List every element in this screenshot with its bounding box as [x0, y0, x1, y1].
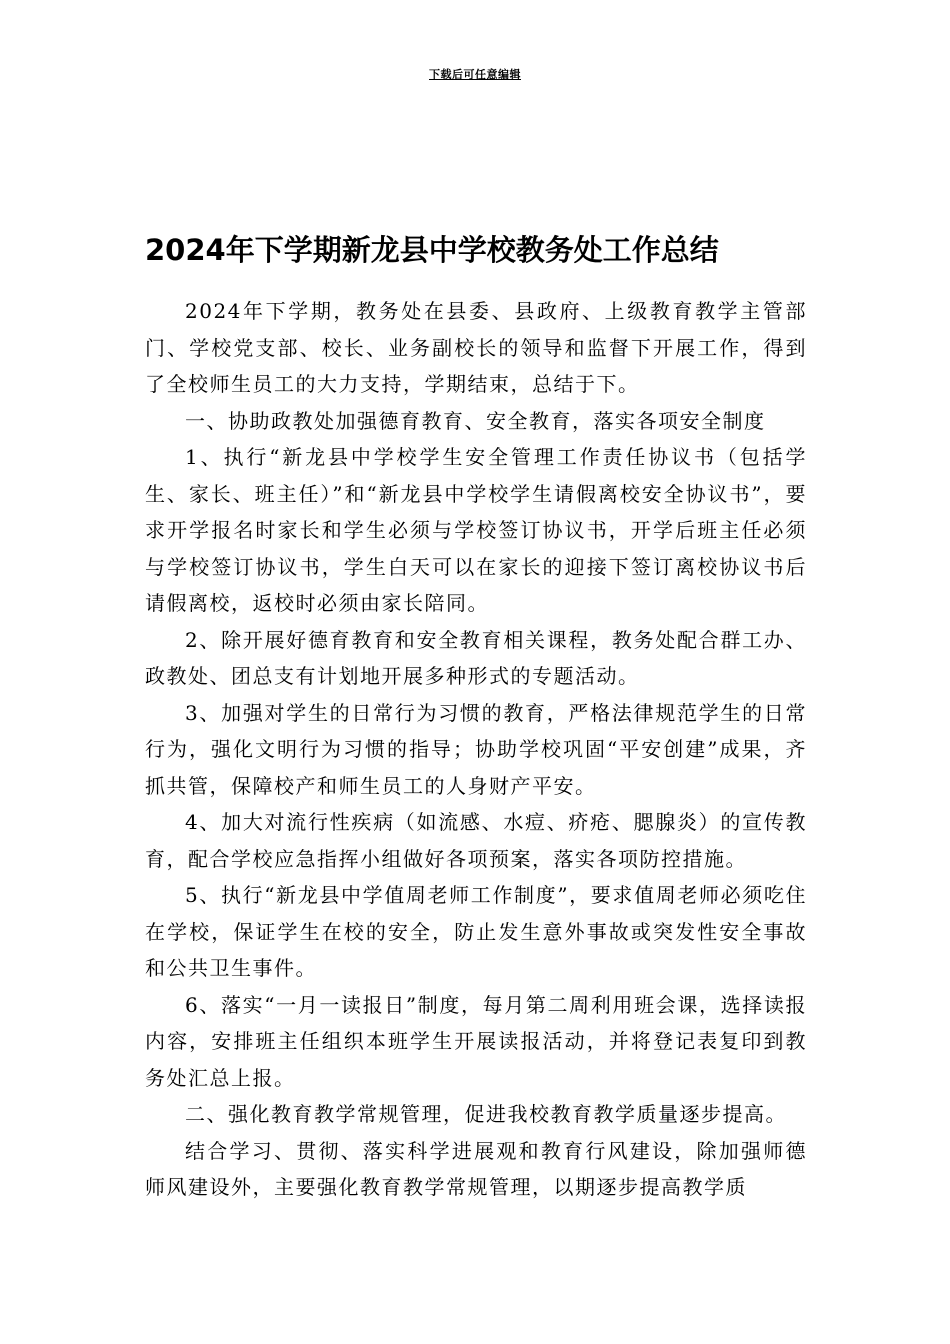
document-body: [145, 293, 807, 1206]
document-title: 2024年下学期新龙县中学校教务处工作总结: [145, 233, 719, 267]
paragraph-item-4: 4、加大对流行性疾病（如流感、水痘、疥疮、腮腺炎）的宣传教育，配合学校应急指挥小组做好各项预案，落实各项防控措施。: [145, 810, 807, 871]
paragraph-section-2: 结合学习、贯彻、落实科学进展观和教育行风建设，除加强师德师风建设外，主要强化教育教学常规管理，以期逐步提高教学质: [145, 1138, 807, 1199]
paragraph-item-3: 3、加强对学生的日常行为习惯的教育，严格法律规范学生的日常行为，强化文明行为习惯的指导；协助学校巩固“平安创建”成果，齐抓共管，保障校产和师生员工的人身财产平安。: [145, 700, 807, 798]
header-note: 下载后可任意编辑: [429, 68, 521, 81]
section-heading-2: 二、强化教育教学常规管理，促进我校教育教学质量逐步提高。: [185, 1102, 787, 1126]
paragraph-item-5: 5、执行“新龙县中学值周老师工作制度”，要求值周老师必须吃住在学校，保证学生在校的安全，防止发生意外事故或突发性安全事故和公共卫生事件。: [145, 883, 807, 980]
paragraph-item-2: 2、除开展好德育教育和安全教育相关课程，教务处配合群工办、政教处、团总支有计划地开展多种形式的专题活动。: [145, 627, 807, 688]
paragraph-item-1: 1、执行“新龙县中学校学生安全管理工作责任协议书（包括学生、家长、班主任）”和“新龙县中学校学生请假离校安全协议书”，要求开学报名时家长和学生必须与学校签订协议书，开学后班主任必须与学校签订协议书，学生白天可以在家长的迎接下签订离校协议书后请假离校，返校时必须由家长陪同。: [145, 445, 807, 615]
section-heading-1: 一、协助政教处加强德育教育、安全教育，落实各项安全制度: [185, 408, 766, 433]
paragraph-item-6: 6、落实“一月一读报日”制度，每月第二周利用班会课，选择读报内容，安排班主任组织本班学生开展读报活动，并将登记表复印到教务处汇总上报。: [145, 992, 807, 1090]
paragraph-intro: 2024年下学期，教务处在县委、县政府、上级教育教学主管部门、学校党支部、校长、业务副校长的领导和监督下开展工作，得到了全校师生员工的大力支持，学期结束，总结于下。: [145, 299, 807, 396]
